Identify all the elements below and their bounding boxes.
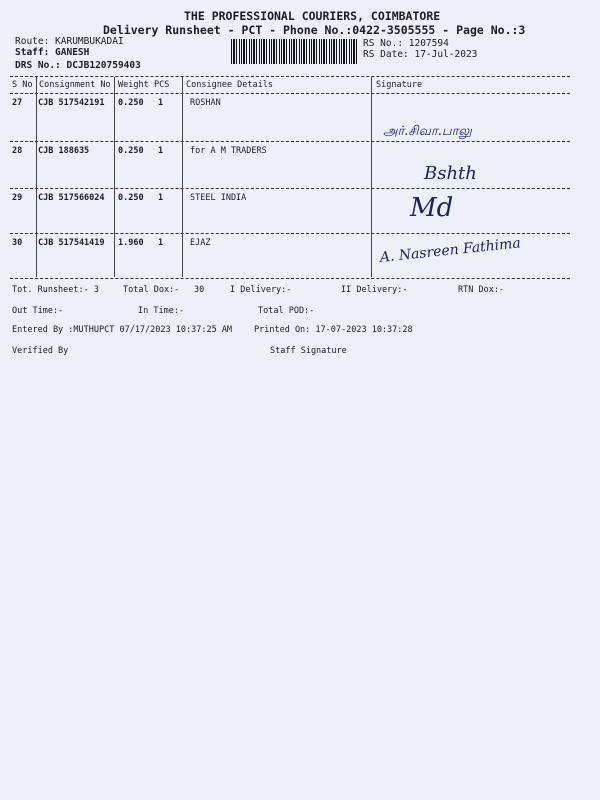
row-consignee: EJAZ: [190, 238, 211, 248]
handwritten-signature: Md: [410, 193, 454, 223]
row-consignee: ROSHAN: [190, 98, 221, 108]
rtn-dox: RTN Dox:-: [458, 285, 505, 295]
total-dox-value: 30: [194, 285, 205, 295]
row-weight: 1.960: [118, 238, 144, 248]
row-pcs: 1: [158, 98, 164, 108]
ii-delivery: II Delivery:-: [341, 285, 408, 295]
col-divider: [36, 77, 37, 277]
row-consignment: CJB 517542191: [38, 98, 105, 108]
row-sno: 30: [12, 238, 23, 248]
handwritten-signature: A. Nasreen Fathima: [379, 235, 522, 266]
row-consignment: CJB 517541419: [38, 238, 105, 248]
row-rule: [10, 141, 570, 142]
row-pcs: 1: [158, 146, 164, 156]
col-divider: [114, 77, 115, 277]
row-consignment: CJB 517566024: [38, 193, 105, 203]
table-header-rule: [10, 93, 570, 94]
printed-on: Printed On: 17-07-2023 10:37:28: [254, 325, 413, 335]
verified-by: Verified By: [12, 346, 69, 356]
row-rule: [10, 188, 570, 189]
i-delivery: I Delivery:-: [230, 285, 292, 295]
row-consignee: STEEL INDIA: [190, 193, 247, 203]
col-pcs: PCS: [154, 80, 170, 90]
route-label: Route: KARUMBUKADAI: [15, 36, 124, 47]
tot-runsheet: Tot. Runsheet:- 3: [12, 285, 99, 295]
staff-label: Staff: GANESH: [15, 47, 90, 58]
entered-by: Entered By :MUTHUPCT 07/17/2023 10:37:25 AM: [12, 325, 233, 335]
row-sno: 29: [12, 193, 23, 203]
runsheet-title: Delivery Runsheet - PCT - Phone No.:0422-3505555 - Page No.:3: [103, 23, 526, 37]
col-divider: [371, 77, 372, 277]
in-time: In Time:-: [138, 306, 185, 316]
out-time: Out Time:-: [12, 306, 64, 316]
row-weight: 0.250: [118, 193, 144, 203]
row-rule: [10, 233, 570, 234]
rs-number: RS No.: 1207594: [363, 38, 449, 49]
handwritten-signature: Bshth: [424, 163, 477, 184]
barcode-image: [231, 39, 359, 64]
row-sno: 28: [12, 146, 23, 156]
col-consignment: Consignment No: [39, 80, 111, 90]
row-weight: 0.250: [118, 98, 144, 108]
col-consignee: Consignee Details: [186, 80, 273, 90]
col-sno: S No: [12, 80, 33, 90]
row-consignee: for A M TRADERS: [190, 146, 267, 156]
row-consignment: CJB 188635: [38, 146, 90, 156]
company-name: THE PROFESSIONAL COURIERS, COIMBATORE: [184, 9, 441, 23]
col-weight: Weight: [118, 80, 149, 90]
row-sno: 27: [12, 98, 23, 108]
total-dox-label: Total Dox:-: [123, 285, 180, 295]
col-signature: Signature: [376, 80, 423, 90]
handwritten-signature: அர்.சிவா.பாலு: [383, 124, 472, 139]
rs-date: RS Date: 17-Jul-2023: [363, 49, 478, 60]
drs-number: DRS No.: DCJB120759403: [15, 60, 141, 71]
row-pcs: 1: [158, 238, 164, 248]
staff-signature: Staff Signature: [270, 346, 347, 356]
col-divider: [182, 77, 183, 277]
table-top-rule: [10, 76, 570, 77]
row-pcs: 1: [158, 193, 164, 203]
total-pod: Total POD:-: [258, 306, 315, 316]
row-weight: 0.250: [118, 146, 144, 156]
table-bottom-rule: [10, 278, 570, 279]
